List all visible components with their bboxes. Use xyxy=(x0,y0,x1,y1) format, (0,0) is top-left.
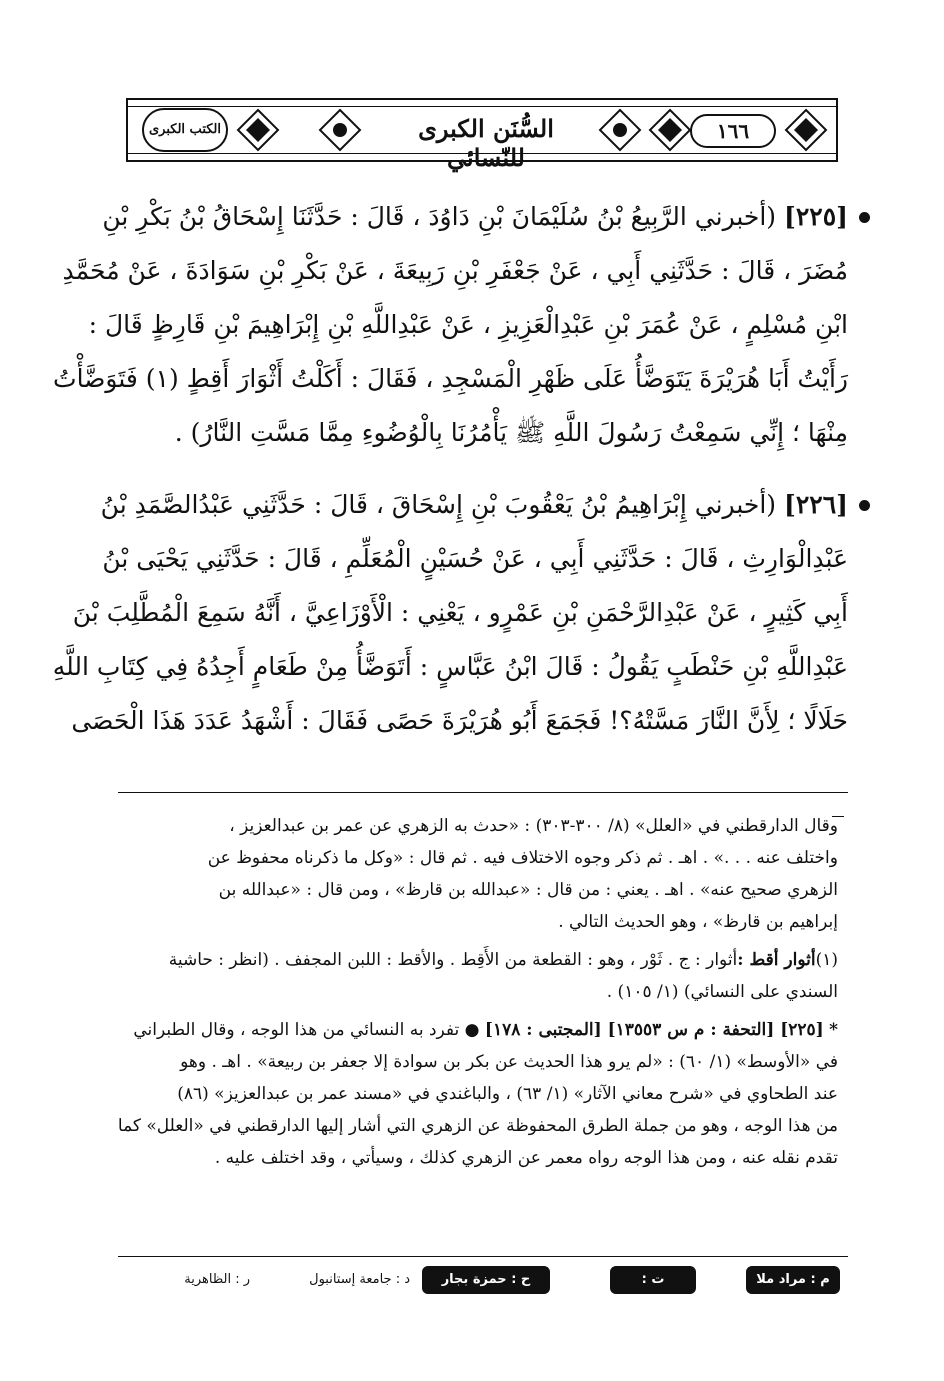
header-border-top xyxy=(128,106,836,107)
hadith-line: مِنْهَا ؛ إِنِّي سَمِعْتُ رَسُولَ اللَّهِ ﷺ يَأْمُرُنَا بِالْوُضُوءِ مِمَّا مَسَّتِ النَّارُ) . xyxy=(174,418,848,447)
page-number: ١٦٦ xyxy=(690,114,776,148)
continuation-dash xyxy=(832,816,844,817)
running-title: السُّنَن الكبرى للنّسائي xyxy=(418,114,554,172)
hadith-line: عَبْدِاللَّهِ بْنِ حَنْطَبٍ يَقُولُ : قَالَ ابْنُ عَبَّاسٍ : أَتَوَضَّأُ مِنْ طَعَامٍ أَجِدُهُ فِي كِتَابِ اللَّهِ xyxy=(52,652,848,681)
hadith-line: ابْنِ مُسْلِمٍ ، عَنْ عُمَرَ بْنِ عَبْدِالْعَزِيزِ ، عَنْ عَبْدِاللَّهِ بْنِ إِبْرَاهِيمَ بْنِ قَارِظٍ قَالَ : xyxy=(88,310,848,339)
hadith-number: [٢٢٦] xyxy=(784,490,848,519)
hadith-225 xyxy=(53,190,848,460)
legend-zahiriyya: ر : الظاهرية xyxy=(184,1272,250,1287)
ornament-icon xyxy=(648,108,692,152)
hadith-line: أَبِي كَثِيرٍ ، عَنْ عَبْدِالرَّحْمَنِ بْنِ عَمْرٍو ، يَعْنِي : الْأَوْزَاعِيَّ ، أَنَّهُ سَمِعَ الْمُطَّلِبَ بْنَ xyxy=(72,598,848,627)
badge-murad-mulla: م : مراد ملا xyxy=(746,1266,840,1294)
bullet-icon xyxy=(859,212,870,223)
manuscript-legend xyxy=(140,1264,840,1315)
hadith-line: [٢٢٥] (أخبرني الرَّبِيعُ بْنُ سُلَيْمَانَ بْنِ دَاوُدَ ، قَالَ : حَدَّثَنَا إِسْحَاقُ بْنُ بَكْرِ بْنِ xyxy=(102,202,848,231)
main-text xyxy=(52,190,848,766)
hadith-line: عَبْدِالْوَارِثِ ، قَالَ : حَدَّثَنِي أَبِي ، عَنْ حُسَيْنٍ الْمُعَلِّمِ ، قَالَ : حَدَّثَنِي يَحْيَى بْنُ xyxy=(102,544,848,573)
note-continuation: وقال الدارقطني في «العلل» (٨/ ٣٠٠-٣٠٣) : «حدث به الزهري عن عمر بن عبدالعزيز ، واختلف عنه . . .» . اهـ . ثم ذكر وجوه الاختلاف فيه . ثم قال : «وكل ما ذكرناه محفوظ عن الزهري صحيح عنه» . اهـ . يعني : من قال : «عبدالله بن قارظ» ، ومن قال : «عبدالله بن إبراهيم بن قارظ» ، وهو الحديث التالي . xyxy=(118,810,838,938)
footer-separator xyxy=(118,1256,848,1257)
legend-istanbul: د : جامعة إستانبول xyxy=(309,1272,410,1287)
hadith-line: رَأَيْتُ أَبَا هُرَيْرَةَ يَتَوَضَّأُ عَلَى ظَهْرِ الْمَسْجِدِ ، فَقَالَ : أَكَلْتُ أَثْوَارَ أَقِطٍ (١) فَتَوَضَّأْتُ xyxy=(53,364,848,393)
footnote-separator xyxy=(118,792,848,793)
ornament-icon xyxy=(598,108,642,152)
hadith-226 xyxy=(52,478,848,748)
footnote-1: (١)أثوار أقط :أثوار : ج . ثَوْر ، وهو : القطعة من الأَقِط . والأقط : اللبن المجفف . (انظر : حاشية السندي على النسائي) (١/ ١٠٥) . xyxy=(168,950,838,1002)
takhrij-225: * [٢٢٥] [التحفة : م س ١٣٥٥٣] [المجتبى : ١٧٨] ● تفرد به النسائي من هذا الوجه ، وقال الطبراني في «الأوسط» (١/ ٦٠) : «لم يرو هذا الحديث عن بكر بن سوادة إلا جعفر بن ربيعة» . اهـ . وهو عند الطحاوي في «شرح معاني الآثار» (١/ ٦٣) ، والباغندي في «مسند عمر بن عبدالعزيز» (٨٦) من هذا الوجه ، وهو من جملة الطرق المحفوظة عن الزهري التي أشار إليها الدارقطني في «العلل» كما تقدم نقله عنه ، ومن هذا الوجه رواه معمر عن الزهري كذلك ، وسيأتي ، وقد اختلف عليه . xyxy=(117,1020,838,1168)
bullet-icon xyxy=(859,500,870,511)
hadith-line: حَلَالًا ؛ لِأَنَّ النَّارَ مَسَّتْهُ؟! فَجَمَعَ أَبُو هُرَيْرَةَ حَصًى فَقَالَ : أَشْهَدُ عَدَدَ هَذَا الْحَصَى xyxy=(71,706,848,735)
footnotes xyxy=(118,810,838,1180)
hadith-line: مُضَرَ ، قَالَ : حَدَّثَنِي أَبِي ، عَنْ جَعْفَرِ بْنِ رَبِيعَةَ ، عَنْ بَكْرِ بْنِ سَوَادَةَ ، عَنْ مُحَمَّدِ xyxy=(62,256,848,285)
header-seal: الكتب الكبرى xyxy=(142,108,228,152)
ornament-icon xyxy=(784,108,828,152)
hadith-number: [٢٢٥] xyxy=(784,202,848,231)
ornament-icon xyxy=(236,108,280,152)
page-header xyxy=(126,98,838,172)
badge-tetouan: ت : تطوان xyxy=(610,1266,696,1294)
badge-hamza: ح : حمزة بجار الله xyxy=(422,1266,550,1294)
hadith-line: [٢٢٦] (أخبرني إِبْرَاهِيمُ بْنُ يَعْقُوبَ بْنِ إِسْحَاقَ ، قَالَ : حَدَّثَنِي عَبْدُالصَّمَدِ بْنُ xyxy=(100,490,848,519)
ornament-icon xyxy=(318,108,362,152)
